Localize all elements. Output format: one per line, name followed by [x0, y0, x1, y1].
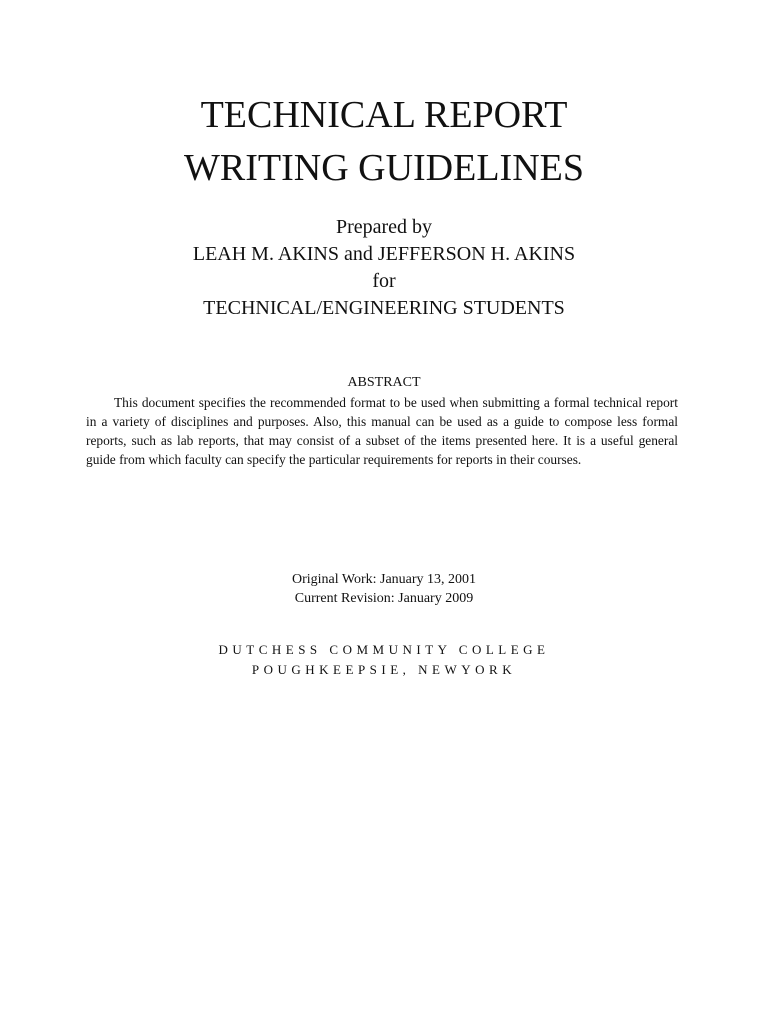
- title-line-1: TECHNICAL REPORT: [200, 94, 568, 136]
- institution-block: [0, 640, 768, 680]
- for-label: for: [372, 270, 396, 292]
- institution-name: DUTCHESS COMMUNITY COLLEGE: [218, 642, 550, 657]
- abstract-body: This document specifies the recommended format to be used when submitting a formal technical report in a variety of disciplines and purposes. Also, this manual can be used as a guide to compose less formal reports, such as lab reports, that may consist of a subset of the items presented here. It is a useful general guide from which faculty can specify the particular requirements for reports in their courses.: [86, 395, 678, 467]
- institution-location: POUGHKEEPSIE, NEWYORK: [251, 662, 517, 677]
- audience: TECHNICAL/ENGINEERING STUDENTS: [203, 297, 565, 319]
- current-revision-date: Current Revision: January 2009: [294, 591, 474, 606]
- prepared-by-label: Prepared by: [335, 216, 433, 238]
- authors: LEAH M. AKINS and JEFFERSON H. AKINS: [192, 243, 576, 265]
- original-work-date: Original Work: January 13, 2001: [291, 572, 477, 587]
- authorship-block: [0, 214, 768, 322]
- title-line-2: WRITING GUIDELINES: [184, 147, 584, 189]
- dates-block: [0, 570, 768, 608]
- abstract-heading: ABSTRACT: [347, 375, 421, 390]
